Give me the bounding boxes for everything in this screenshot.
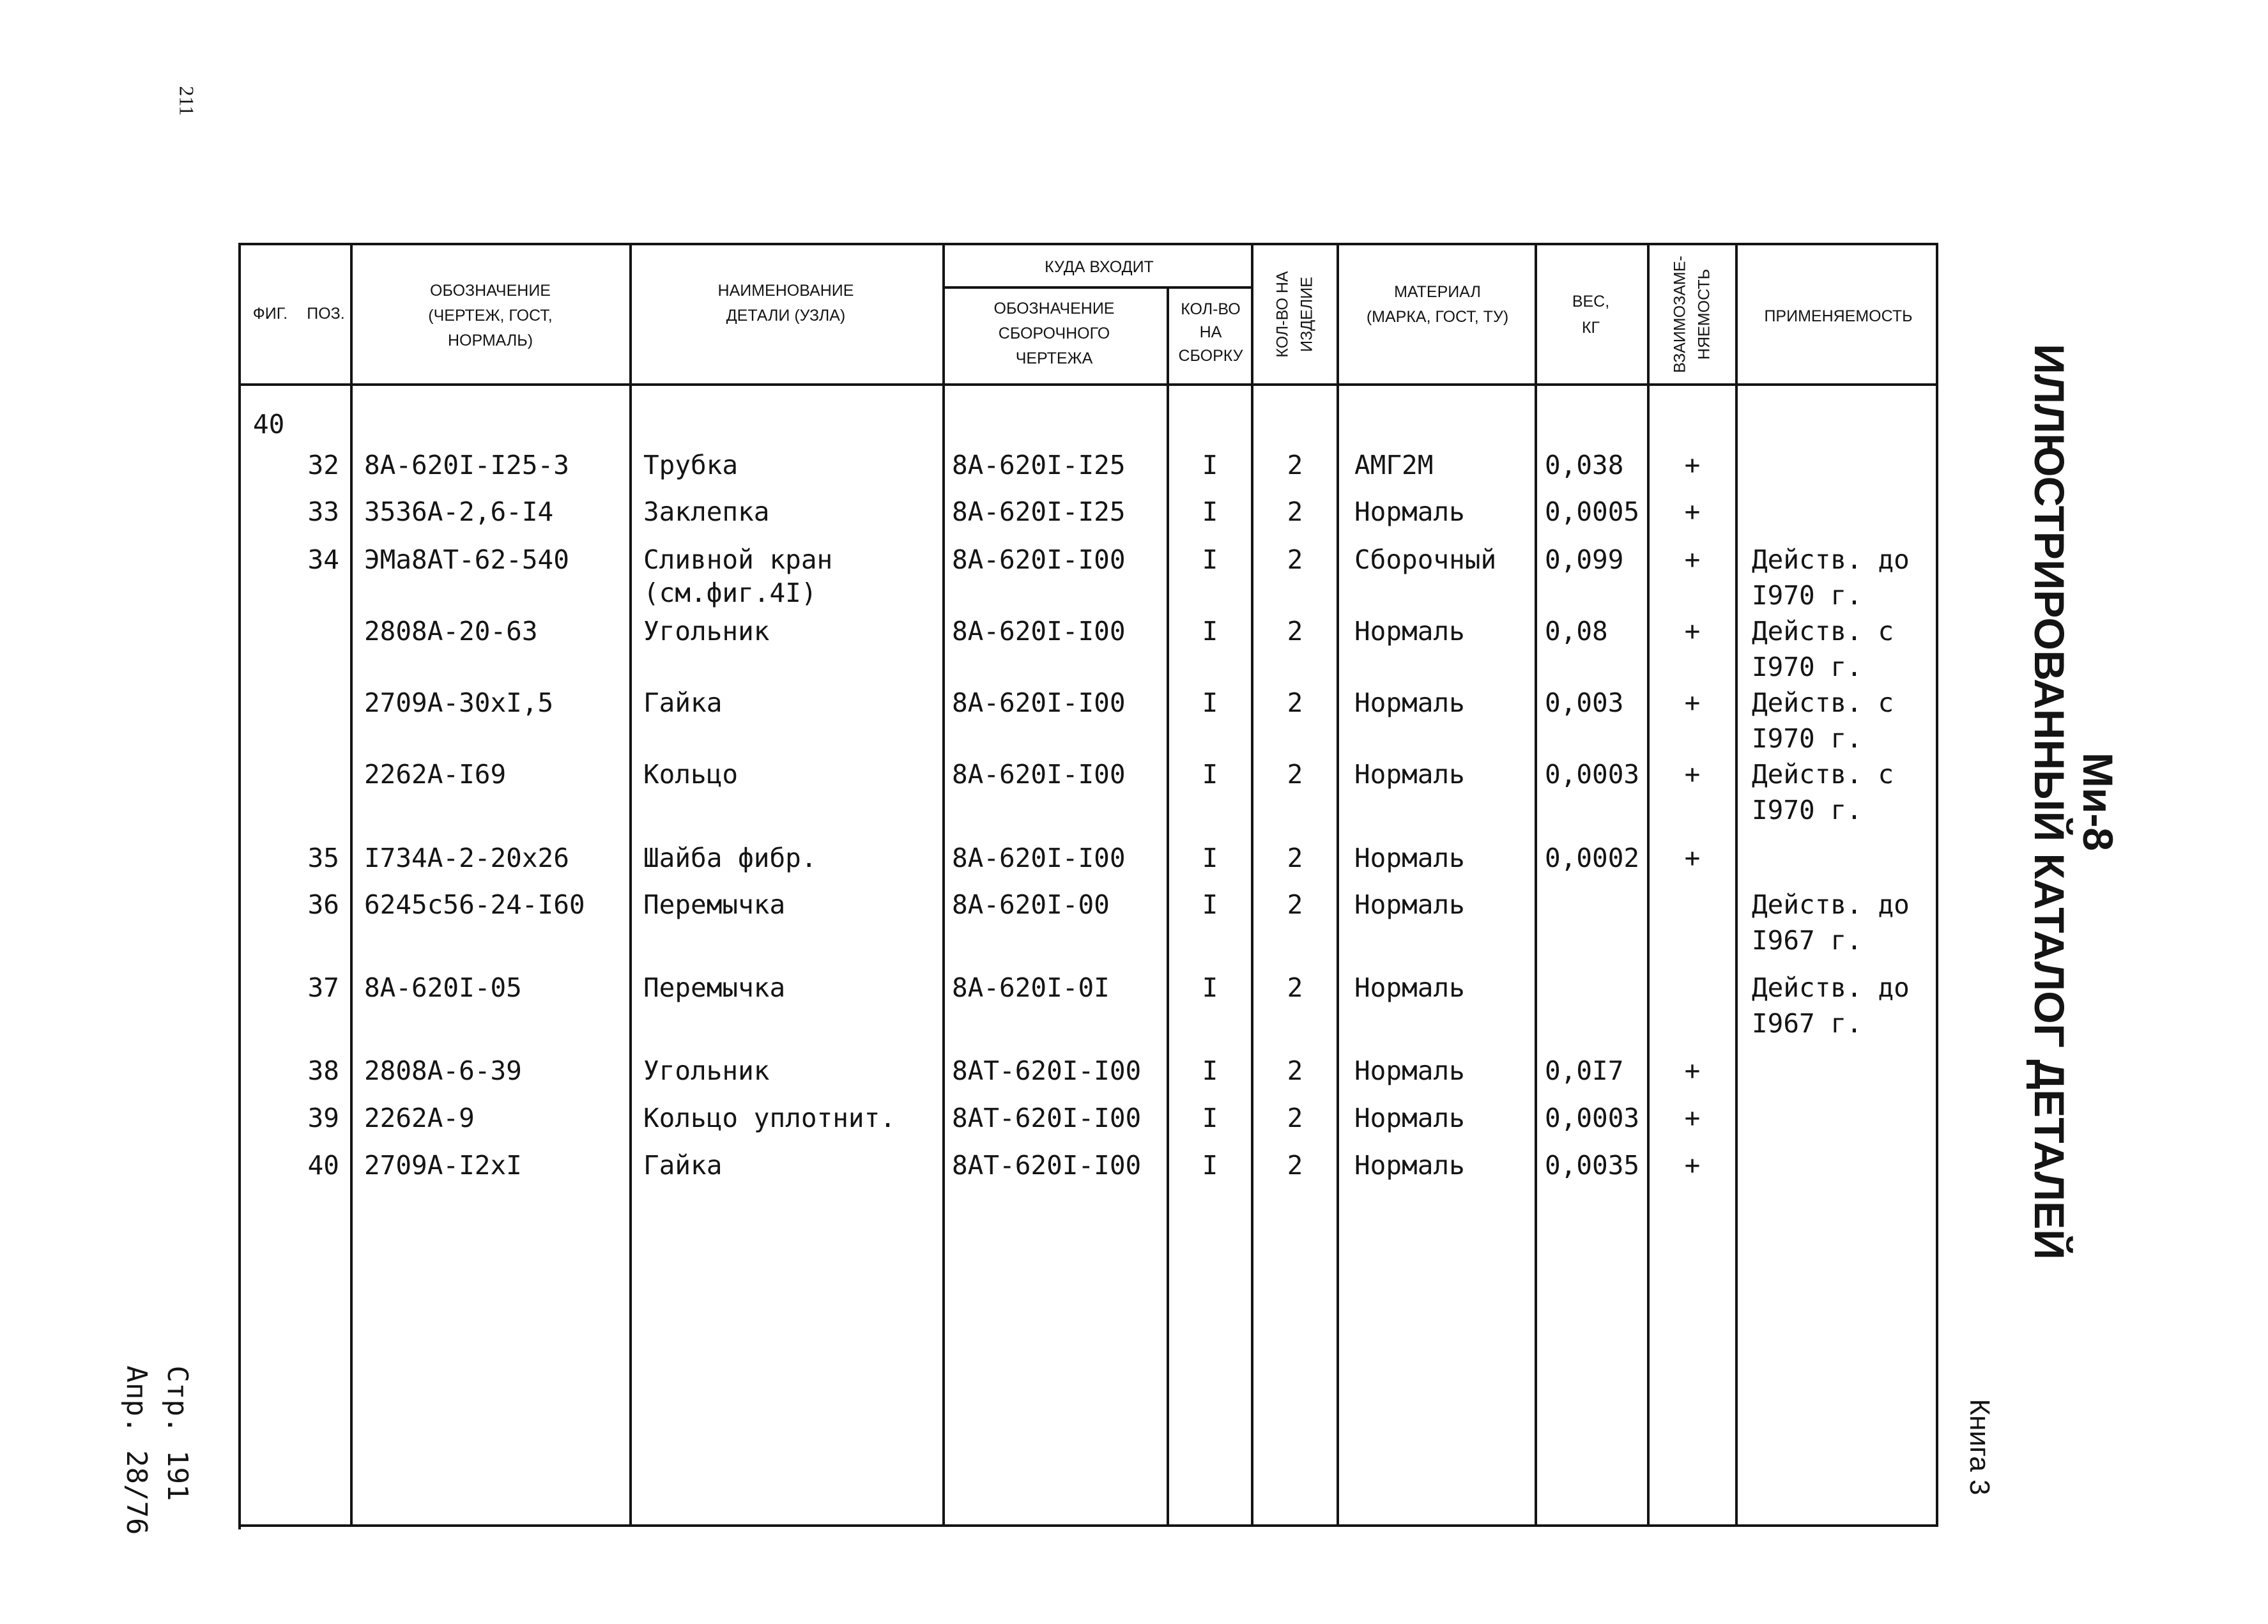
cell-designation: 2262А-I69 — [364, 759, 507, 790]
cell-qty-product: 2 — [1287, 616, 1303, 647]
cell-material: Нормаль — [1354, 889, 1465, 920]
cell-assembly-drawing: 8А-620I-I00 — [952, 544, 1126, 575]
cell-assembly-drawing: 8АТ-620I-I00 — [952, 1055, 1142, 1086]
cell-material: Нормаль — [1354, 1150, 1465, 1181]
cell-part-name: Перемычка — [643, 972, 786, 1003]
cell-designation: 2262А-9 — [364, 1103, 475, 1133]
cell-qty-product: 2 — [1287, 972, 1303, 1003]
cell-weight: 0,0I7 — [1545, 1055, 1624, 1086]
column-divider — [1735, 243, 1738, 1527]
cell-qty-assembly: I — [1202, 843, 1218, 873]
cell-position: 36 — [307, 889, 339, 920]
cell-qty-product: 2 — [1287, 759, 1303, 790]
cell-assembly-drawing: 8А-620I-I25 — [952, 496, 1126, 527]
cell-part-name: Угольник — [643, 1055, 770, 1086]
cell-qty-product: 2 — [1287, 450, 1303, 480]
header-fig: ФИГ. — [252, 305, 288, 323]
table-border-left — [238, 243, 241, 1529]
cell-part-name: Заклепка — [643, 496, 770, 527]
book-label: Книга 3 — [1964, 1398, 1995, 1496]
aircraft-model: Ми-8 — [2074, 752, 2122, 852]
cell-position: 34 — [307, 544, 339, 575]
cell-applicability: Действ. до — [1752, 889, 1910, 920]
cell-assembly-drawing: 8А-620I-00 — [952, 889, 1110, 920]
page-footer — [116, 1366, 197, 1535]
table-border-top — [238, 243, 1938, 245]
cell-part-name: Гайка — [643, 687, 723, 718]
header-weight: ВЕС, КГ — [1572, 293, 1610, 337]
cell-qty-assembly: I — [1202, 450, 1218, 480]
cell-interchangeability: + — [1684, 496, 1701, 527]
table-border-bottom — [238, 1524, 1938, 1527]
cell-designation: 2808А-20-63 — [364, 616, 538, 647]
cell-qty-assembly: I — [1202, 544, 1218, 575]
cell-assembly-drawing: 8А-620I-0I — [952, 972, 1110, 1003]
cell-weight: 0,038 — [1545, 450, 1624, 480]
cell-qty-assembly: I — [1202, 972, 1218, 1003]
cell-material: Нормаль — [1354, 496, 1465, 527]
cell-weight: 0,0005 — [1545, 496, 1640, 527]
cell-qty-product: 2 — [1287, 1103, 1303, 1133]
cell-assembly-drawing: 8А-620I-I00 — [952, 687, 1126, 718]
cell-weight: 0,099 — [1545, 544, 1624, 575]
header-qty-product: КОЛ-ВО НА ИЗДЕЛИЕ — [1273, 271, 1315, 358]
revision-date: Апр. 28/76 — [120, 1365, 153, 1535]
cell-applicability: I970 г. — [1752, 580, 1862, 611]
cell-interchangeability: + — [1684, 1103, 1701, 1133]
cell-part-name: Сливной кран — [643, 544, 833, 575]
cell-part-name: Гайка — [643, 1150, 723, 1181]
cell-qty-assembly: I — [1202, 1055, 1218, 1086]
cell-qty-product: 2 — [1287, 496, 1303, 527]
cell-designation: 2709А-30хI,5 — [364, 687, 554, 718]
cell-assembly-drawing: 8А-620I-I00 — [952, 759, 1126, 790]
cell-applicability: Действ. до — [1752, 972, 1910, 1003]
column-divider — [942, 243, 945, 1527]
cell-interchangeability: + — [1684, 616, 1701, 647]
cell-qty-product: 2 — [1287, 843, 1303, 873]
cell-designation: 8А-620I-I25-3 — [364, 450, 569, 480]
header-designation: ОБОЗНАЧЕНИЕ (ЧЕРТЕЖ, ГОСТ, НОРМАЛЬ) — [428, 282, 553, 349]
header-pos: ПОЗ. — [307, 305, 345, 323]
column-divider — [1535, 243, 1537, 1527]
cell-designation: ЭМа8АТ-62-540 — [364, 544, 569, 575]
header-bottom-rule — [238, 383, 1938, 386]
catalog-name: ИЛЛЮСТРИРОВАННЫЙ КАТАЛОГ ДЕТАЛЕЙ — [2026, 344, 2073, 1260]
cell-designation: 8А-620I-05 — [364, 972, 522, 1003]
cell-qty-product: 2 — [1287, 889, 1303, 920]
header-applicability: ПРИМЕНЯЕМОСТЬ — [1764, 307, 1913, 325]
cell-designation: 6245с56-24-I60 — [364, 889, 585, 920]
cell-qty-assembly: I — [1202, 759, 1218, 790]
cell-material: Нормаль — [1354, 1103, 1465, 1133]
cell-weight: 0,08 — [1545, 616, 1608, 647]
cell-position: 35 — [307, 843, 339, 873]
cell-qty-product: 2 — [1287, 544, 1303, 575]
cell-weight: 0,0002 — [1545, 843, 1640, 873]
column-divider — [1251, 243, 1253, 1527]
cell-part-name: (см.фиг.4I) — [643, 578, 817, 608]
cell-applicability: I970 г. — [1752, 652, 1862, 682]
cell-assembly-drawing: 8А-620I-I00 — [952, 843, 1126, 873]
header-qty-assembly: КОЛ-ВО НА СБОРКУ — [1178, 300, 1243, 365]
cell-material: Сборочный — [1354, 544, 1497, 575]
table-border-right — [1936, 243, 1938, 1527]
cell-applicability: I967 г. — [1752, 1008, 1862, 1039]
cell-material: Нормаль — [1354, 972, 1465, 1003]
cell-assembly-drawing: 8А-620I-I25 — [952, 450, 1126, 480]
page-corner-number: 211 — [175, 86, 199, 116]
cell-qty-assembly: I — [1202, 1103, 1218, 1133]
cell-position: 40 — [307, 1150, 339, 1181]
cell-part-name: Трубка — [643, 450, 739, 480]
cell-assembly-drawing: 8АТ-620I-I00 — [952, 1150, 1142, 1181]
cell-weight: 0,0003 — [1545, 759, 1640, 790]
page-number: Стр. 191 — [161, 1365, 194, 1501]
cell-material: Нормаль — [1354, 843, 1465, 873]
cell-interchangeability: + — [1684, 450, 1701, 480]
header-interchangeability: ВЗАИМОЗАМЕ-НЯЕМОСТЬ — [1671, 256, 1713, 373]
cell-weight: 0,003 — [1545, 687, 1624, 718]
figure-number: 40 — [253, 409, 285, 440]
header-name: НАИМЕНОВАНИЕ ДЕТАЛИ (УЗЛА) — [717, 282, 854, 325]
cell-applicability: Действ. с — [1752, 687, 1894, 718]
cell-material: Нормаль — [1354, 1055, 1465, 1086]
cell-applicability: I967 г. — [1752, 925, 1862, 956]
cell-applicability: Действ. с — [1752, 759, 1894, 790]
cell-designation: 3536А-2,6-I4 — [364, 496, 554, 527]
header-assembly-designation: ОБОЗНАЧЕНИЕ СБОРОЧНОГО ЧЕРТЕЖА — [993, 300, 1115, 367]
cell-qty-assembly: I — [1202, 616, 1218, 647]
cell-part-name: Угольник — [643, 616, 770, 647]
cell-interchangeability: + — [1684, 843, 1701, 873]
cell-position: 38 — [307, 1055, 339, 1086]
cell-qty-product: 2 — [1287, 1055, 1303, 1086]
cell-part-name: Кольцо — [643, 759, 739, 790]
cell-applicability: Действ. с — [1752, 616, 1894, 647]
cell-position: 33 — [307, 496, 339, 527]
cell-weight: 0,0035 — [1545, 1150, 1640, 1181]
cell-qty-assembly: I — [1202, 1150, 1218, 1181]
cell-material: Нормаль — [1354, 616, 1465, 647]
cell-qty-product: 2 — [1287, 1150, 1303, 1181]
cell-qty-assembly: I — [1202, 496, 1218, 527]
catalog-title — [2025, 344, 2122, 1259]
cell-weight: 0,0003 — [1545, 1103, 1640, 1133]
column-divider — [1337, 243, 1339, 1527]
cell-designation: 2808А-6-39 — [364, 1055, 522, 1086]
cell-material: Нормаль — [1354, 687, 1465, 718]
cell-designation: I734А-2-20х26 — [364, 843, 569, 873]
cell-interchangeability: + — [1684, 687, 1701, 718]
column-divider — [629, 243, 632, 1527]
cell-position: 32 — [307, 450, 339, 480]
cell-designation: 2709А-I2хI — [364, 1150, 522, 1181]
cell-assembly-drawing: 8А-620I-I00 — [952, 616, 1126, 647]
cell-part-name: Кольцо уплотнит. — [643, 1103, 896, 1133]
cell-qty-assembly: I — [1202, 889, 1218, 920]
cell-interchangeability: + — [1684, 1150, 1701, 1181]
header-where-used: КУДА ВХОДИТ — [1045, 258, 1154, 276]
cell-qty-product: 2 — [1287, 687, 1303, 718]
cell-material: АМГ2М — [1354, 450, 1434, 480]
cell-qty-assembly: I — [1202, 687, 1218, 718]
cell-part-name: Перемычка — [643, 889, 786, 920]
column-divider — [1647, 243, 1650, 1527]
cell-applicability: Действ. до — [1752, 544, 1910, 575]
cell-interchangeability: + — [1684, 544, 1701, 575]
cell-position: 39 — [307, 1103, 339, 1133]
column-divider — [350, 243, 353, 1527]
cell-applicability: I970 г. — [1752, 795, 1862, 825]
header-subdivider — [942, 286, 1253, 289]
cell-position: 37 — [307, 972, 339, 1003]
cell-material: Нормаль — [1354, 759, 1465, 790]
cell-assembly-drawing: 8АТ-620I-I00 — [952, 1103, 1142, 1133]
cell-part-name: Шайба фибр. — [643, 843, 817, 873]
cell-applicability: I970 г. — [1752, 723, 1862, 754]
cell-interchangeability: + — [1684, 759, 1701, 790]
cell-interchangeability: + — [1684, 1055, 1701, 1086]
header-material: МАТЕРИАЛ (МАРКА, ГОСТ, ТУ) — [1366, 283, 1509, 326]
